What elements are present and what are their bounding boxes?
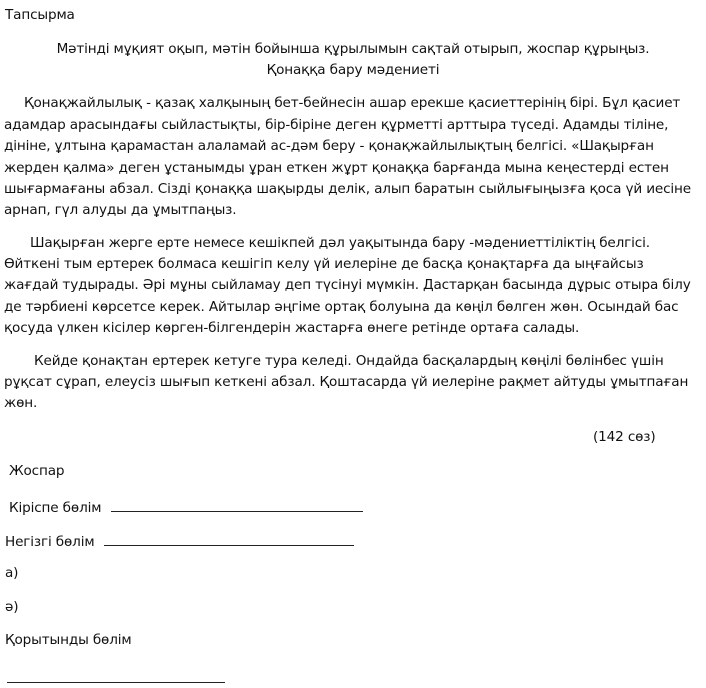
main-row [5,531,354,551]
intro-row [9,497,363,517]
text-title: Қонаққа бару мәдениеті [266,62,440,78]
main-label: Негізгі бөлім [5,534,95,550]
text-line: де тәрбиені көрсетсе керек. Айтылар әңгіме ортақ болуына да көңіл бөлген жөн. Осындай бас [4,299,679,315]
text-line: жағдай тудырады. Әрі мұны сыйламау деп түсінуі мүмкін. Дастарқан басында дұрыс отыра білу [4,277,691,293]
text-line: Өйткені тым ертерек болмаса кешігіп келу үй иелеріне де басқа қонақтарға да ыңғайсыз [4,256,644,272]
text-line: рұқсат сұрап, елеусіз шығып кеткені абзал. Қоштасарда үй иелеріне рақмет айтуды ұмытпаған [4,374,689,390]
intro-label: Кіріспе бөлім [9,500,102,516]
instruction: Мәтінді мұқият оқып, мәтін бойынша құрылымын сақтай отырып, жоспар құрыңыз. [56,41,650,57]
text-line: Кейде қонақтан ертерек кетуге тура келеді. Ондайда басқалардың көңілі бөлінбес үшін [34,353,664,369]
text-line: Қонақжайлылық - қазақ халқының бет-бейнесін ашар ерекше қасиеттерінің бірі. Бұл қасиет [24,95,681,111]
plan-item-b: ә) [5,599,19,615]
text-line: адамдар арасындағы сыйластықты, бір-біріне деген құрметті арттыра түседі. Адамды тіліне, [4,117,669,133]
text-line: шығармағаны абзал. Сізді қонаққа шақырды делік, алып баратын сыйлығыңызға қоса үй иесіне [4,181,692,197]
text-line: қосуда үлкен кісілер көрген-білгендерін жастарға өнеге ретінде ортаға салады. [4,320,580,336]
text-line: дініне, ұлтына қарамастан алаламай ас-дәм беру - қонақжайлылықтың белгісі. «Шақырған [4,138,654,154]
text-line: жөн. [4,395,38,411]
plan-heading: Жоспар [9,463,65,479]
plan-item-a: а) [5,565,19,581]
main-answer-line[interactable] [104,531,354,546]
text-line: Шақырған жерге ерте немесе кешікпей дәл уақытында бару -мәдениеттіліктің белгісі. [30,235,650,251]
conclusion-label: Қорытынды бөлім [5,632,132,648]
task-label: Тапсырма [5,7,75,23]
text-line: арнап, гүл алуды да ұмытпаңыз. [4,202,237,218]
word-count: (142 сөз) [593,429,656,445]
text-line: жерден қалма» деген ұстанымды ұран еткен жұрт қонаққа барғанда мына кеңестерді естен [4,160,669,176]
intro-answer-line[interactable] [111,497,363,512]
conclusion-answer-line[interactable] [7,668,225,683]
